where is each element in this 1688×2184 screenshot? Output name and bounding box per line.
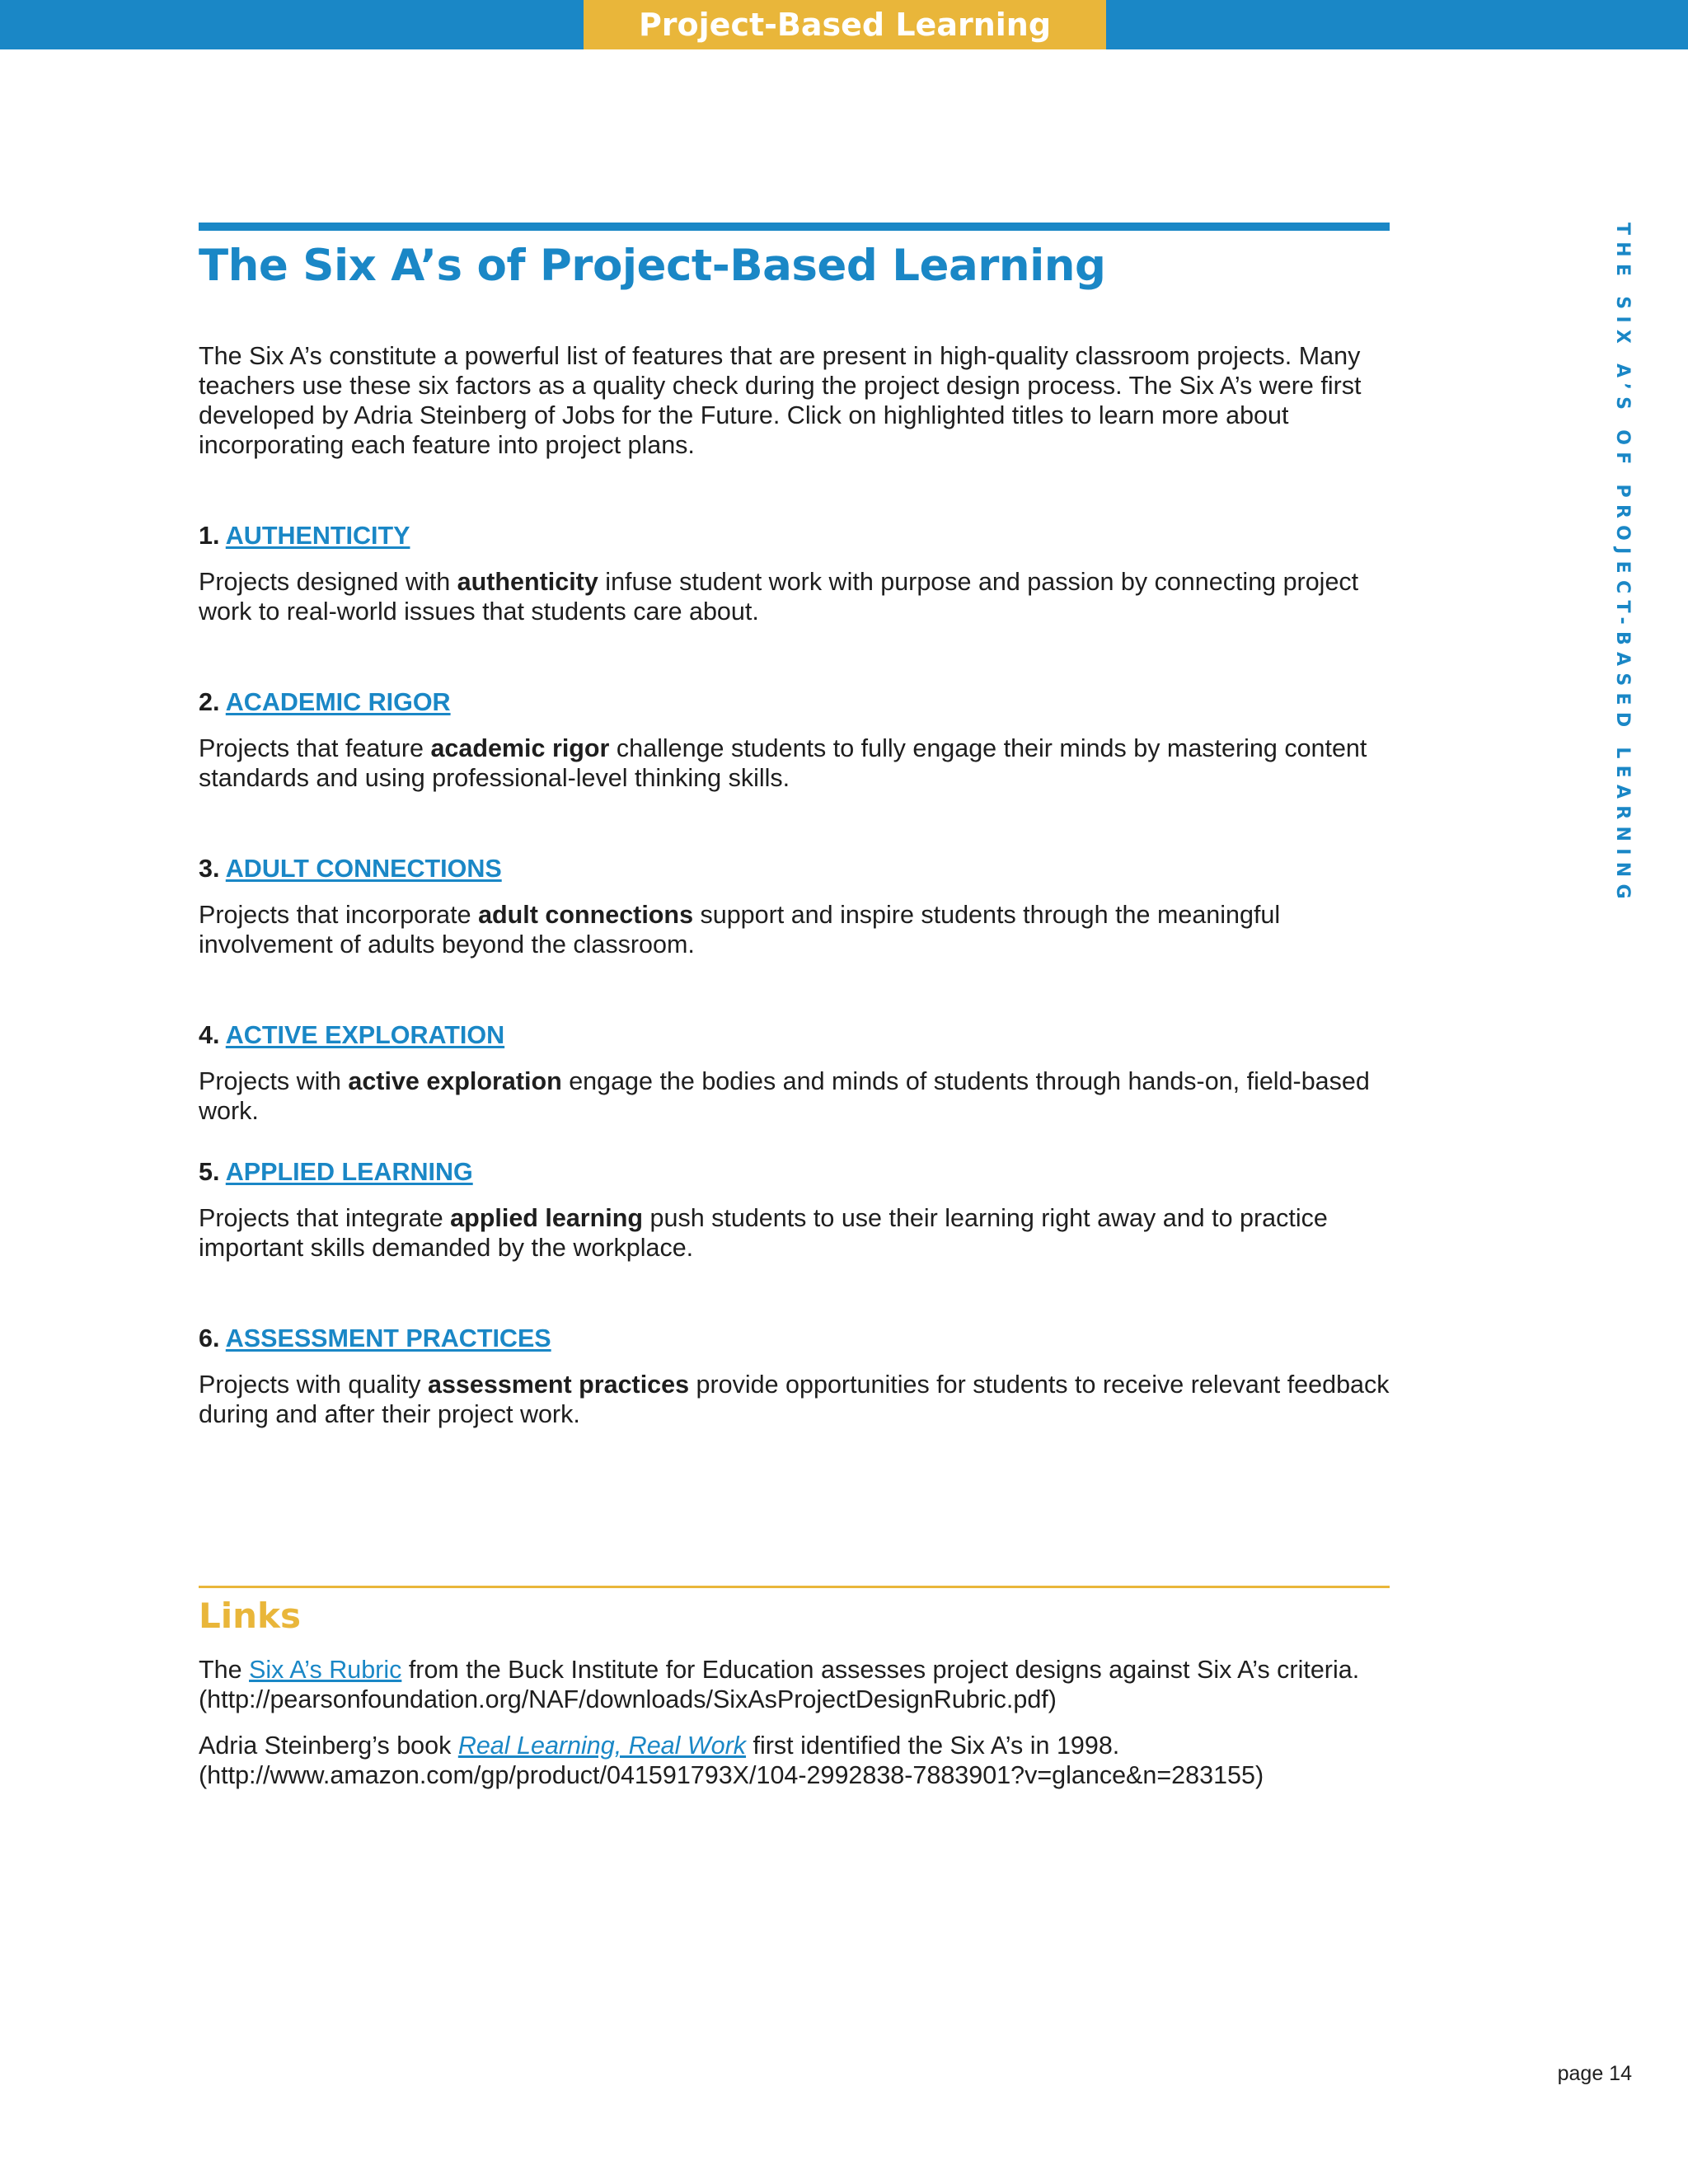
- six-as-rubric-link[interactable]: Six A’s Rubric: [249, 1656, 402, 1684]
- feature-number: 1.: [199, 522, 220, 550]
- feature-link-assessment-practices[interactable]: ASSESSMENT PRACTICES: [225, 1324, 551, 1352]
- feature-description-academic-rigor: Projects that feature academic rigor challenge students to fully engage their minds by mastering content standards and using professional-level thinking skills.: [199, 734, 1367, 792]
- links-heading: Links: [199, 1596, 301, 1636]
- feature-link-authenticity[interactable]: AUTHENTICITY: [225, 522, 410, 550]
- links-divider: [199, 1586, 1390, 1588]
- link-item-rubric: The Six A’s Rubric from the Buck Institute for Education assesses project designs against Six A’s criteria. (http://pearsonfoundation.org/NAF/downloads/SixAsProjectDesignRubric.pdf): [199, 1655, 1418, 1714]
- feature-link-active-exploration[interactable]: ACTIVE EXPLORATION: [225, 1021, 505, 1049]
- feature-heading-active-exploration: [199, 1020, 504, 1050]
- feature-number: 3.: [199, 855, 220, 883]
- page-number: page 14: [1557, 2062, 1632, 2085]
- link-url: (http://www.amazon.com/gp/product/041591793X/104-2992838-7883901?v=glance&n=283155): [199, 1761, 1264, 1789]
- link-url: (http://pearsonfoundation.org/NAF/downloads/SixAsProjectDesignRubric.pdf): [199, 1685, 1057, 1713]
- feature-link-applied-learning[interactable]: APPLIED LEARNING: [225, 1158, 473, 1186]
- feature-number: 4.: [199, 1021, 220, 1049]
- feature-heading-assessment-practices: [199, 1324, 551, 1353]
- feature-description-active-exploration: Projects with active exploration engage the bodies and minds of students through hands-on, field-based work.: [199, 1067, 1370, 1125]
- feature-link-academic-rigor[interactable]: ACADEMIC RIGOR: [225, 688, 451, 716]
- feature-description-applied-learning: Projects that integrate applied learning push students to use their learning right away and to practice important skills demanded by the workplace.: [199, 1204, 1328, 1262]
- feature-description-authenticity: Projects designed with authenticity infuse student work with purpose and passion by connecting project work to real-world issues that students care about.: [199, 568, 1359, 626]
- page-title: The Six A’s of Project-Based Learning: [199, 241, 1106, 291]
- intro-paragraph: The Six A’s constitute a powerful list of features that are present in high-quality classroom projects. Many teachers use these six factors as a quality check during the project design process. The Six A’s were first developed by Adria Steinberg of Jobs for the Future. Click on highlighted titles to learn more about incorporating each feature into project plans.: [199, 342, 1362, 459]
- side-section-title: THE SIX A’S OF PROJECT-BASED LEARNING: [1612, 223, 1633, 906]
- feature-description-assessment-practices: Projects with quality assessment practices provide opportunities for students to receive relevant feedback during and after their project work.: [199, 1371, 1390, 1428]
- feature-number: 2.: [199, 688, 220, 716]
- feature-link-adult-connections[interactable]: ADULT CONNECTIONS: [225, 855, 502, 883]
- link-item-book: Adria Steinberg’s book Real Learning, Real Work first identified the Six A’s in 1998. (http://www.amazon.com/gp/product/041591793X/104-2992838-7883901?v=glance&n=283155): [199, 1731, 1418, 1790]
- feature-heading-adult-connections: [199, 854, 502, 883]
- feature-heading-applied-learning: [199, 1157, 473, 1187]
- title-divider: [199, 223, 1390, 231]
- feature-heading-academic-rigor: [199, 687, 451, 717]
- feature-number: 6.: [199, 1324, 220, 1352]
- guide-title-tab: Project-Based Learning Guide: [584, 0, 1106, 49]
- feature-heading-authenticity: [199, 521, 410, 551]
- real-learning-book-link[interactable]: Real Learning, Real Work: [457, 1732, 747, 1760]
- feature-description-adult-connections: Projects that incorporate adult connections support and inspire students through the meaningful involvement of adults beyond the classroom.: [199, 901, 1281, 958]
- feature-number: 5.: [199, 1158, 220, 1186]
